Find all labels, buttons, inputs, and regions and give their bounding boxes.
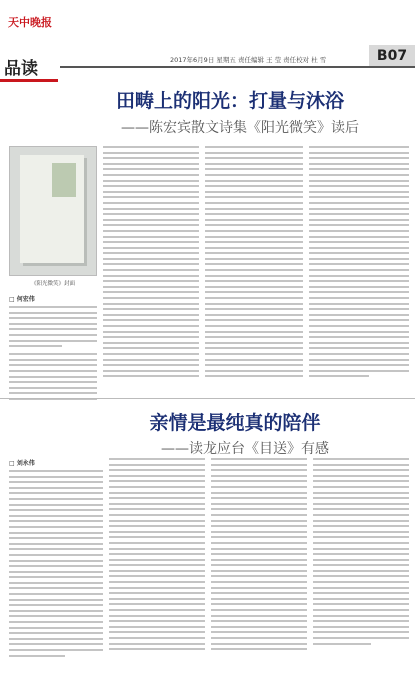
article2-col3	[211, 458, 307, 654]
article2-col2	[109, 458, 205, 654]
article2-subhead: ——读龙应台《目送》有感	[161, 441, 329, 457]
newspaper-logo	[0, 12, 58, 79]
cover-illustration	[52, 163, 76, 197]
article1-col2	[103, 146, 199, 381]
page-number: B07	[369, 45, 415, 67]
section-bar	[0, 79, 58, 82]
header-rule	[60, 66, 415, 68]
section-divider	[0, 398, 415, 399]
article1-col1	[9, 294, 97, 404]
article2-headline: 亲情是最纯真的陪伴	[149, 412, 321, 434]
article2-col4	[313, 458, 409, 648]
masthead	[0, 0, 415, 78]
article1-headline: 田畴上的阳光：打量与沐浴	[115, 90, 344, 112]
article1-subhead: ——陈宏宾散文诗集《阳光微笑》读后	[121, 120, 359, 136]
author-label: □ 何宏伟	[9, 296, 35, 303]
author-label-2: □ 刘永伟	[9, 460, 35, 467]
issue-line: 2017年6月9日 星期五 责任编辑 王 莹 责任校对 杜 雪	[170, 56, 327, 64]
section-tag: 品读	[4, 59, 38, 79]
article1-col3	[205, 146, 303, 381]
photo-caption: 《阳光微笑》封面	[30, 281, 75, 287]
book-cover-photo	[9, 146, 97, 276]
paper-name: 天中晚报	[8, 16, 52, 29]
article1-col4	[309, 146, 409, 381]
article2-col1	[9, 458, 103, 660]
